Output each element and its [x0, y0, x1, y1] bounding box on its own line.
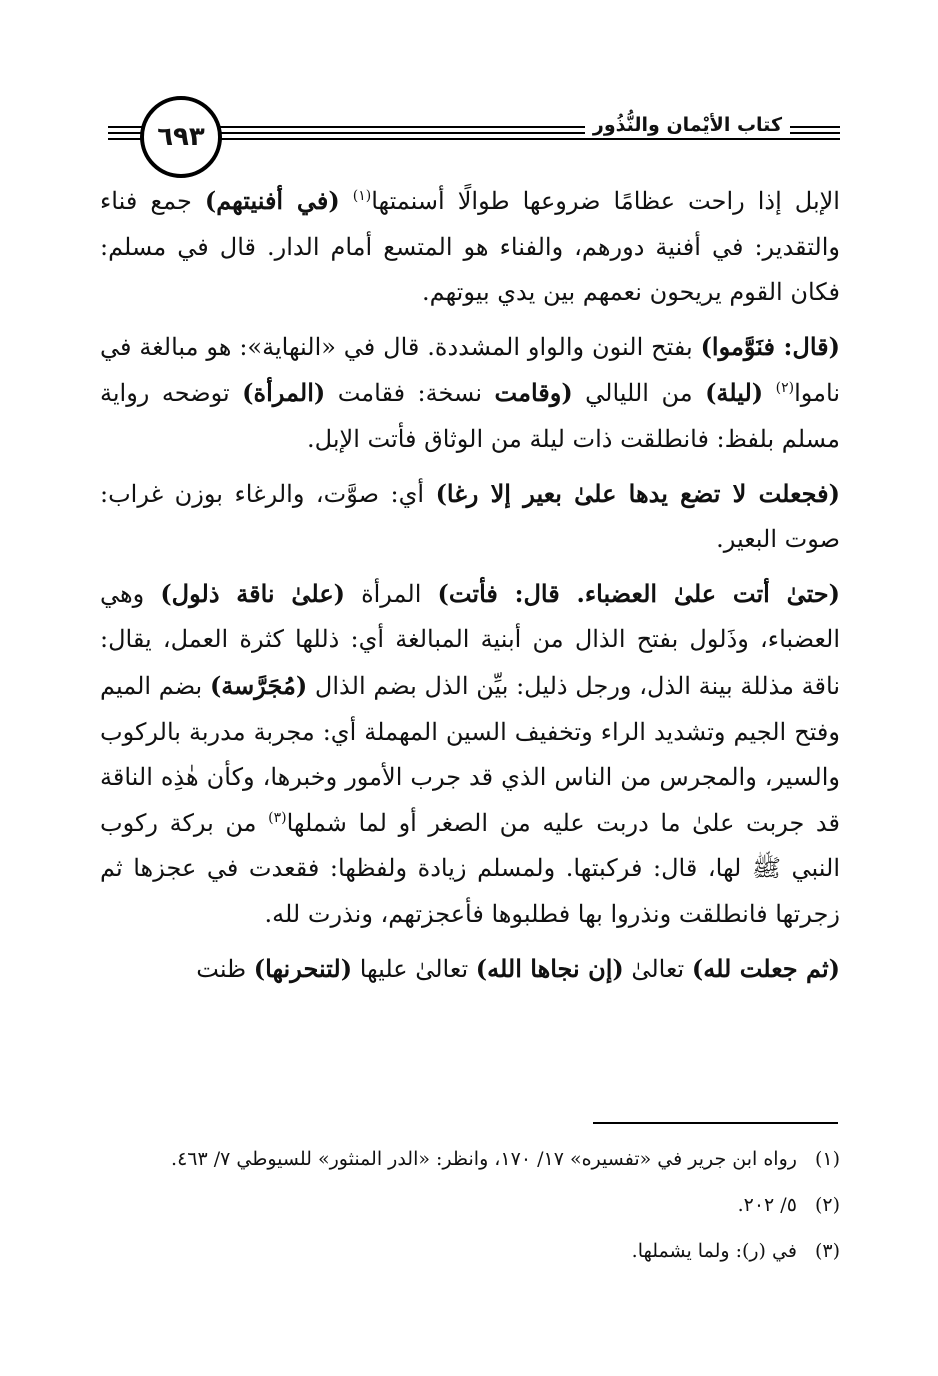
- footnote-text: رواه ابن جرير في «تفسيره» ١٧/ ١٧٠، وانظر: «الدر المنثور» للسيوطي ٧/ ٤٦٣.: [171, 1148, 797, 1170]
- footnote-text: ٥/ ٢٠٢.: [737, 1194, 797, 1216]
- quoted-term: (علىٰ ناقة ذلول): [160, 578, 346, 608]
- quoted-term: (وقامت: [494, 378, 573, 408]
- footnote-number: (٢): [814, 1194, 840, 1216]
- quoted-term: (حتىٰ أتت علىٰ العضباء. قال: فأتت): [437, 578, 841, 608]
- quoted-term: (لتنحرنها): [253, 953, 353, 983]
- page-header: [100, 96, 840, 176]
- footnote-number: (١): [814, 1148, 840, 1170]
- footnote-separator: [593, 1122, 838, 1124]
- quoted-term: (ثم جعلت لله): [691, 953, 840, 983]
- footnote: [100, 1228, 840, 1274]
- footnote: [100, 1182, 840, 1228]
- footnotes: [100, 1136, 840, 1274]
- footnote-ref: (٣): [268, 809, 287, 826]
- paragraph: (ثم جعلت لله) تعالىٰ (إن نجاها الله) تعالىٰ عليها (لتنحرنها) ظنت: [196, 953, 840, 983]
- quoted-term: (إن نجاها الله): [475, 953, 624, 983]
- paragraph: (قال: فنَوَّموا) بفتح النون والواو المشددة. قال في «النهاية»: هو مبالغة في ناموا$^{(٢)}$ (ليلة) من الليالي (وقامت نسخة: فقامت (المرأة) توضحه رواية مسلم بلفظ: فانطلقت ذات ليلة من الوثاق فأتت الإبل.: [100, 331, 841, 453]
- running-title: كتاب الأيْمان والنُّذُور: [585, 114, 790, 136]
- page-number: ٦٩٣: [140, 96, 222, 178]
- footnote-ref: (١): [352, 188, 372, 204]
- quoted-term: (المرأة): [242, 378, 326, 408]
- paragraph: (حتىٰ أتت علىٰ العضباء. قال: فأتت) المرأة (علىٰ ناقة ذلول) وهي العضباء، وذَلول بفتح الذال من أبنية المبالغة أي: ذللها كثرة العمل، يقال: ناقة مذللة بينة الذل، ورجل ذليل: بيِّن الذل بضم الذال (مُجَرَّسة) بضم الميم وفتح الجيم وتشديد الراء وتخفيف السين المهملة أي: مجربة مدربة بالركوب والسير، والمجرس من الناس الذي قد جرب الأمور وخبرها، وكأن هٰذِه الناقة قد جربت علىٰ ما دربت عليه من الصغر أو لما شملها$^{(٣)}$ من بركة ركوب النبي ﷺ لها، قال: فركبتها. ولمسلم زيادة ولفظها: فقعدت في عجزها ثم زجرتها فانطلقت ونذروا بها فطلبوها فأعجزتهم، ونذرت لله.: [100, 578, 841, 928]
- quoted-term: (في أفنيتهم): [204, 186, 340, 215]
- paragraph: (فجعلت لا تضع يدها علىٰ بعير إلا رغا) أي: صوَّت، والرغاء بوزن غراب: صوت البعير.: [100, 478, 840, 554]
- footnote-number: (٣): [814, 1240, 840, 1262]
- footnote: [100, 1136, 840, 1182]
- quoted-term: (قال: فنَوَّموا): [700, 331, 840, 361]
- quoted-term: (فجعلت لا تضع يدها علىٰ بعير إلا رغا): [435, 478, 840, 508]
- main-text: [100, 178, 840, 992]
- footnote-text: في (ر): ولما يشملها.: [631, 1240, 797, 1262]
- quoted-term: (ليلة): [705, 378, 764, 408]
- paragraph: الإبل إذا راحت عظامًا ضروعها طوالًا أسنمتها$^{(١)}$ (في أفنيتهم) جمع فناء والتقدير: في أفنية دورهم، والفناء هو المتسع أمام الدار. قال في مسلم: فكان القوم يريحون نعمهم بين يدي بيوتهم.: [100, 186, 840, 307]
- quoted-term: (مُجَرَّسة): [209, 670, 308, 700]
- footnote-ref: (٢): [775, 380, 795, 397]
